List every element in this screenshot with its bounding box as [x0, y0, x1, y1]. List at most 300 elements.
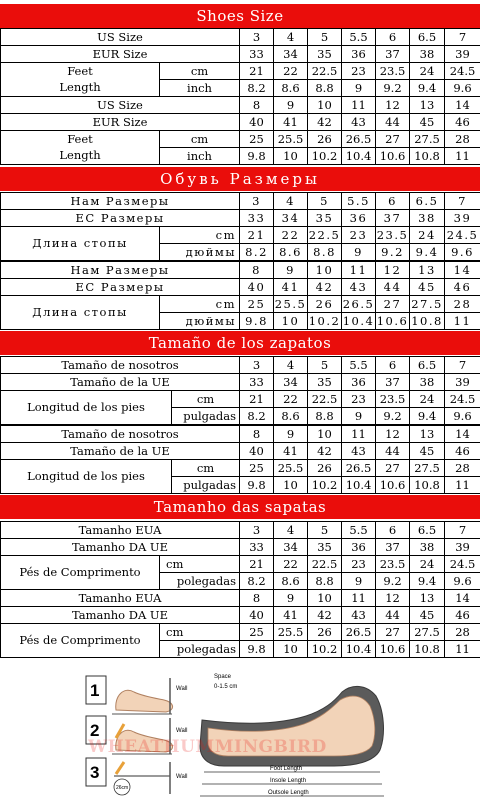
- us-size-label: Tamanho EUA: [1, 590, 240, 607]
- cell: 42: [308, 443, 342, 460]
- cm-unit: cm: [160, 624, 240, 641]
- cell: 13: [410, 426, 445, 443]
- cell: 9: [342, 573, 376, 590]
- cell: 39: [445, 539, 480, 556]
- cell: 9.6: [445, 408, 480, 425]
- cell: 11: [445, 477, 480, 494]
- cell: 21: [240, 556, 274, 573]
- step-number-1: 1: [90, 681, 100, 700]
- section-title-portuguese: Tamanho das sapatas: [0, 495, 480, 519]
- cell: 9: [342, 244, 376, 261]
- foot-length-label: Longitud de los pies: [1, 391, 172, 425]
- table-row: [1, 97, 480, 114]
- cell: 9.2: [376, 80, 410, 97]
- inch-unit: polegadas: [160, 641, 240, 658]
- cell: 3: [240, 193, 274, 210]
- cell: 21: [240, 391, 274, 408]
- cell: 40: [240, 443, 274, 460]
- cell: 10.2: [308, 477, 342, 494]
- cell: 9.8: [240, 313, 274, 330]
- table-row: [1, 522, 480, 539]
- table-row: [1, 556, 480, 573]
- size-table-english-2: [0, 96, 480, 165]
- size-table-english-1: [0, 28, 480, 97]
- cell: 46: [445, 114, 480, 131]
- cell: 22: [274, 556, 308, 573]
- size-table-spanish-1: [0, 356, 480, 425]
- table-row: [1, 46, 480, 63]
- cell: 10: [308, 97, 342, 114]
- cell: 24.5: [445, 227, 480, 244]
- us-size-label: Нам Размеры: [1, 262, 240, 279]
- cm-unit: cm: [160, 556, 240, 573]
- table-row: [1, 357, 480, 374]
- cell: 38: [410, 210, 445, 227]
- wall-label: Wall: [176, 774, 188, 780]
- cell: 10.8: [410, 477, 445, 494]
- cell: 23: [342, 556, 376, 573]
- length-label: Length: [1, 80, 160, 97]
- cell: 9.2: [376, 408, 410, 425]
- cell: 41: [274, 443, 308, 460]
- cell: 8.2: [240, 80, 274, 97]
- cell: 38: [410, 46, 445, 63]
- inch-unit: inch: [160, 80, 240, 97]
- cell: 46: [445, 279, 480, 296]
- table-row: [1, 210, 480, 227]
- cell: 24: [410, 391, 445, 408]
- table-row: [1, 296, 480, 313]
- cell: 6: [376, 193, 410, 210]
- cell: 21: [240, 227, 274, 244]
- cell: 6.5: [410, 29, 445, 46]
- table-row: [1, 374, 480, 391]
- step-number-3: 3: [90, 763, 100, 782]
- cell: 6.5: [410, 522, 445, 539]
- cell: 26: [308, 131, 342, 148]
- cell: 23.5: [376, 556, 410, 573]
- cell: 34: [274, 539, 308, 556]
- table-row: [1, 391, 480, 408]
- watermark: WHEATHUMMINGBIRD: [88, 737, 327, 757]
- cell: 35: [308, 46, 342, 63]
- cell: 8.2: [240, 244, 274, 261]
- us-size-label: Tamaño de nosotros: [1, 426, 240, 443]
- cell: 25.5: [274, 460, 308, 477]
- us-size-label: Нам Размеры: [1, 193, 240, 210]
- us-size-label: Tamanho EUA: [1, 522, 240, 539]
- cell: 9.4: [410, 408, 445, 425]
- cell: 37: [376, 374, 410, 391]
- cell: 44: [376, 443, 410, 460]
- size-table-russian-2: [0, 261, 480, 330]
- cell: 22.5: [308, 63, 342, 80]
- cell: 26: [308, 296, 342, 313]
- cell: 34: [274, 210, 308, 227]
- cell: 9.6: [445, 573, 480, 590]
- cell: 23: [342, 391, 376, 408]
- cell: 39: [445, 374, 480, 391]
- cell: 33: [240, 210, 274, 227]
- cell: 10.4: [342, 148, 376, 165]
- section-title-spanish: Tamaño de los zapatos: [0, 331, 480, 355]
- table-row: [1, 29, 480, 46]
- cell: 8.6: [274, 408, 308, 425]
- cell: 23: [342, 63, 376, 80]
- section-title-english: Shoes Size: [0, 4, 480, 28]
- cell: 10.8: [410, 641, 445, 658]
- cell: 9: [342, 80, 376, 97]
- cell: 37: [376, 210, 410, 227]
- space-label: Space: [214, 674, 232, 680]
- cell: 26.5: [342, 296, 375, 311]
- cell: 35: [308, 539, 342, 556]
- cell: 25.5: [274, 131, 308, 148]
- size-table-spanish-2: [0, 425, 480, 494]
- cell: 44: [376, 114, 410, 131]
- cm-unit: cm: [160, 227, 240, 244]
- cell: 28: [445, 460, 480, 477]
- cell: 27.5: [411, 296, 443, 311]
- cm-unit: cm: [160, 63, 240, 80]
- cell: 44: [376, 279, 410, 296]
- eu-size-label: EUR Size: [1, 114, 240, 131]
- cell: 10.8: [410, 148, 445, 165]
- cell: 8.8: [308, 573, 342, 590]
- cell: 4: [274, 193, 308, 210]
- table-row: [1, 539, 480, 556]
- cell: 3: [240, 357, 274, 374]
- table-row: [1, 131, 480, 148]
- cell: 35: [308, 210, 342, 227]
- cell: 10.4: [342, 477, 376, 494]
- cell: 14: [445, 590, 480, 607]
- cell: 5: [308, 522, 342, 539]
- cell: 25.5: [274, 624, 308, 641]
- cm-unit: cm: [172, 460, 240, 477]
- cell: 14: [445, 97, 480, 114]
- feet-label: Feet: [1, 63, 160, 80]
- cell: 33: [240, 374, 274, 391]
- cell: 26.5: [342, 624, 376, 641]
- eu-size-label: Tamanho DA UE: [1, 539, 240, 556]
- cell: 6.5: [410, 357, 445, 374]
- cell: 37: [376, 46, 410, 63]
- foot-length-label: Longitud de los pies: [1, 460, 172, 494]
- cell: 10: [274, 477, 308, 494]
- ruler-label: 26cm: [116, 785, 129, 791]
- cell: 39: [445, 46, 480, 63]
- cell: 9.4: [410, 80, 445, 97]
- eu-size-label: ЕС Размеры: [1, 279, 240, 296]
- table-row: [1, 262, 480, 279]
- cell: 9.8: [240, 148, 274, 165]
- cell: 34: [274, 374, 308, 391]
- cell: 11: [342, 262, 376, 279]
- cell: 3: [240, 29, 274, 46]
- cell: 8: [240, 97, 274, 114]
- foot-length-label: Foot Length: [270, 766, 303, 772]
- cell: 10.6: [376, 313, 409, 328]
- cell: 41: [274, 114, 308, 131]
- cell: 33: [240, 46, 274, 63]
- cell: 25.5: [274, 296, 307, 311]
- cell: 10.4: [342, 313, 375, 328]
- cell: 4: [274, 29, 308, 46]
- cell: 9.2: [376, 573, 410, 590]
- cell: 5.5: [342, 29, 376, 46]
- cell: 27.5: [410, 460, 445, 477]
- cell: 23.5: [376, 391, 410, 408]
- cell: 6: [376, 357, 410, 374]
- cell: 9: [274, 590, 308, 607]
- cell: 10: [274, 641, 308, 658]
- cell: 24.5: [445, 391, 480, 408]
- cell: 9.4: [410, 573, 445, 590]
- size-table-portuguese-2: [0, 589, 480, 658]
- cell: 26.5: [342, 460, 376, 477]
- cell: 8.8: [308, 80, 342, 97]
- us-size-label: US Size: [1, 97, 240, 114]
- cell: 9.8: [240, 477, 274, 494]
- cell: 10: [308, 262, 342, 279]
- cell: 12: [376, 262, 410, 279]
- cell: 14: [445, 426, 480, 443]
- cell: 37: [376, 539, 410, 556]
- cell: 10.6: [376, 477, 410, 494]
- cell: 43: [342, 607, 376, 624]
- cell: 43: [342, 279, 376, 296]
- cell: 11: [342, 590, 376, 607]
- cell: 11: [445, 641, 480, 658]
- inch-unit: дюймы: [160, 244, 240, 261]
- cell: 40: [240, 114, 274, 131]
- foot-length-label: Pés de Comprimento: [1, 556, 160, 590]
- cell: 25: [240, 460, 274, 477]
- table-row: [1, 443, 480, 460]
- cell: 33: [240, 539, 274, 556]
- cell: 45: [410, 607, 445, 624]
- eu-size-label: Tamaño de la UE: [1, 443, 240, 460]
- cell: 10: [308, 590, 342, 607]
- cell: 5.5: [342, 193, 376, 210]
- cell: 22.5: [308, 391, 342, 408]
- cell: 22: [274, 391, 308, 408]
- cell: 11: [342, 97, 376, 114]
- cell: 11: [342, 426, 376, 443]
- eu-size-label: EUR Size: [1, 46, 240, 63]
- cell: 8.8: [308, 408, 342, 425]
- cell: 13: [410, 262, 445, 279]
- cell: 9.2: [376, 244, 410, 261]
- cell: 27: [376, 460, 410, 477]
- table-row: [1, 114, 480, 131]
- length-label: Length: [1, 148, 160, 165]
- table-row: [1, 63, 480, 80]
- cell: 9.4: [410, 244, 445, 261]
- cell: 5: [308, 193, 342, 210]
- cell: 23.5: [376, 227, 409, 242]
- cell: 25: [240, 624, 274, 641]
- cm-unit: cm: [160, 296, 240, 313]
- cell: 11: [445, 313, 480, 330]
- step-number-2: 2: [90, 721, 100, 740]
- cell: 36: [342, 374, 376, 391]
- cell: 9.6: [445, 80, 480, 97]
- cell: 27: [376, 624, 410, 641]
- cell: 10.4: [342, 641, 376, 658]
- section-title-russian: Обувь Размеры: [0, 167, 480, 191]
- cell: 9.8: [240, 641, 274, 658]
- cell: 9: [274, 426, 308, 443]
- eu-size-label: Tamaño de la UE: [1, 374, 240, 391]
- cell: 24: [410, 556, 445, 573]
- cell: 13: [410, 590, 445, 607]
- cell: 5: [308, 29, 342, 46]
- cell: 34: [274, 46, 308, 63]
- table-row: [1, 460, 480, 477]
- table-row: [1, 590, 480, 607]
- cell: 42: [308, 114, 342, 131]
- size-table-russian-1: [0, 192, 480, 261]
- inch-unit: pulgadas: [172, 408, 240, 425]
- cell: 10.2: [308, 313, 341, 328]
- cell: 25: [240, 296, 274, 313]
- cell: 10.2: [308, 641, 342, 658]
- cell: 28: [445, 131, 480, 148]
- cell: 3: [240, 522, 274, 539]
- us-size-label: US Size: [1, 29, 240, 46]
- cell: 13: [410, 97, 445, 114]
- measurement-diagram-svg: [84, 666, 394, 808]
- cell: 7: [445, 193, 480, 210]
- table-row: [1, 624, 480, 641]
- cell: 6: [376, 29, 410, 46]
- inch-unit: дюймы: [160, 313, 240, 330]
- cell: 5.5: [342, 522, 376, 539]
- us-size-label: Tamaño de nosotros: [1, 357, 240, 374]
- cell: 27: [376, 131, 410, 148]
- cell: 10.8: [411, 313, 443, 328]
- inch-unit: inch: [160, 148, 240, 165]
- cell: 24.5: [445, 63, 480, 80]
- table-row: [1, 607, 480, 624]
- cell: 7: [445, 357, 480, 374]
- cell: 36: [342, 210, 376, 227]
- cell: 8.2: [240, 573, 274, 590]
- cell: 23: [342, 227, 376, 244]
- cell: 25: [240, 131, 274, 148]
- cell: 5.5: [342, 357, 376, 374]
- cell: 9.6: [445, 244, 480, 261]
- cell: 9: [342, 408, 376, 425]
- cell: 27.5: [410, 131, 445, 148]
- cell: 8.6: [274, 244, 308, 261]
- cell: 24: [410, 227, 445, 244]
- outsole-length-label: Outsole Length: [268, 790, 309, 796]
- cell: 45: [410, 114, 445, 131]
- cell: 24: [410, 63, 445, 80]
- eu-size-label: ЕС Размеры: [1, 210, 240, 227]
- cell: 22.5: [308, 556, 342, 573]
- insole-length-label: Insole Length: [270, 778, 307, 784]
- cell: 35: [308, 374, 342, 391]
- cell: 39: [445, 210, 480, 227]
- cell: 7: [445, 29, 480, 46]
- foot-length-label: Длина стопы: [1, 227, 160, 261]
- cell: 26: [308, 624, 342, 641]
- cell: 46: [445, 607, 480, 624]
- cell: 12: [376, 426, 410, 443]
- cell: 23.5: [376, 63, 410, 80]
- cell: 8: [240, 590, 274, 607]
- table-row: [1, 80, 480, 97]
- cell: 6: [376, 522, 410, 539]
- cell: 4: [274, 522, 308, 539]
- foot-length-label: Длина стопы: [1, 296, 160, 330]
- inch-unit: polegadas: [160, 573, 240, 590]
- table-row: [1, 426, 480, 443]
- cell: 7: [445, 522, 480, 539]
- cell: 27: [376, 296, 410, 313]
- foot-icon: [116, 690, 173, 712]
- cell: 38: [410, 539, 445, 556]
- cell: 41: [274, 607, 308, 624]
- cell: 40: [240, 607, 274, 624]
- cell: 12: [376, 590, 410, 607]
- cell: 10.6: [376, 641, 410, 658]
- cell: 44: [376, 607, 410, 624]
- space-range-label: 0-1.5 cm: [214, 684, 238, 690]
- cell: 41: [274, 279, 308, 296]
- cell: 26: [308, 460, 342, 477]
- cell: 22.5: [308, 227, 341, 242]
- cell: 10: [274, 148, 308, 165]
- cell: 9: [274, 262, 308, 279]
- feet-label: Feet: [1, 131, 160, 148]
- cell: 24.5: [445, 556, 480, 573]
- measurement-diagram: [84, 666, 394, 808]
- foot-length-label: Pés de Comprimento: [1, 624, 160, 658]
- cell: 22: [274, 227, 308, 244]
- cell: 12: [376, 97, 410, 114]
- cell: 26.5: [342, 131, 376, 148]
- cm-unit: cm: [172, 391, 240, 408]
- cell: 21: [240, 63, 274, 80]
- cell: 4: [274, 357, 308, 374]
- cell: 6.5: [410, 193, 445, 210]
- cell: 38: [410, 374, 445, 391]
- cell: 10.2: [308, 148, 342, 165]
- cell: 42: [308, 279, 342, 296]
- cell: 46: [445, 443, 480, 460]
- cell: 27.5: [410, 624, 445, 641]
- cell: 8.8: [308, 244, 342, 261]
- cell: 28: [445, 624, 480, 641]
- cell: 8.6: [274, 573, 308, 590]
- table-row: [1, 193, 480, 210]
- cell: 14: [445, 262, 480, 279]
- cell: 43: [342, 443, 376, 460]
- wall-label: Wall: [176, 686, 188, 692]
- cell: 8: [240, 262, 274, 279]
- cell: 36: [342, 46, 376, 63]
- cm-unit: cm: [160, 131, 240, 148]
- table-row: [1, 227, 480, 244]
- cell: 40: [240, 279, 274, 296]
- cell: 8.6: [274, 80, 308, 97]
- cell: 8: [240, 426, 274, 443]
